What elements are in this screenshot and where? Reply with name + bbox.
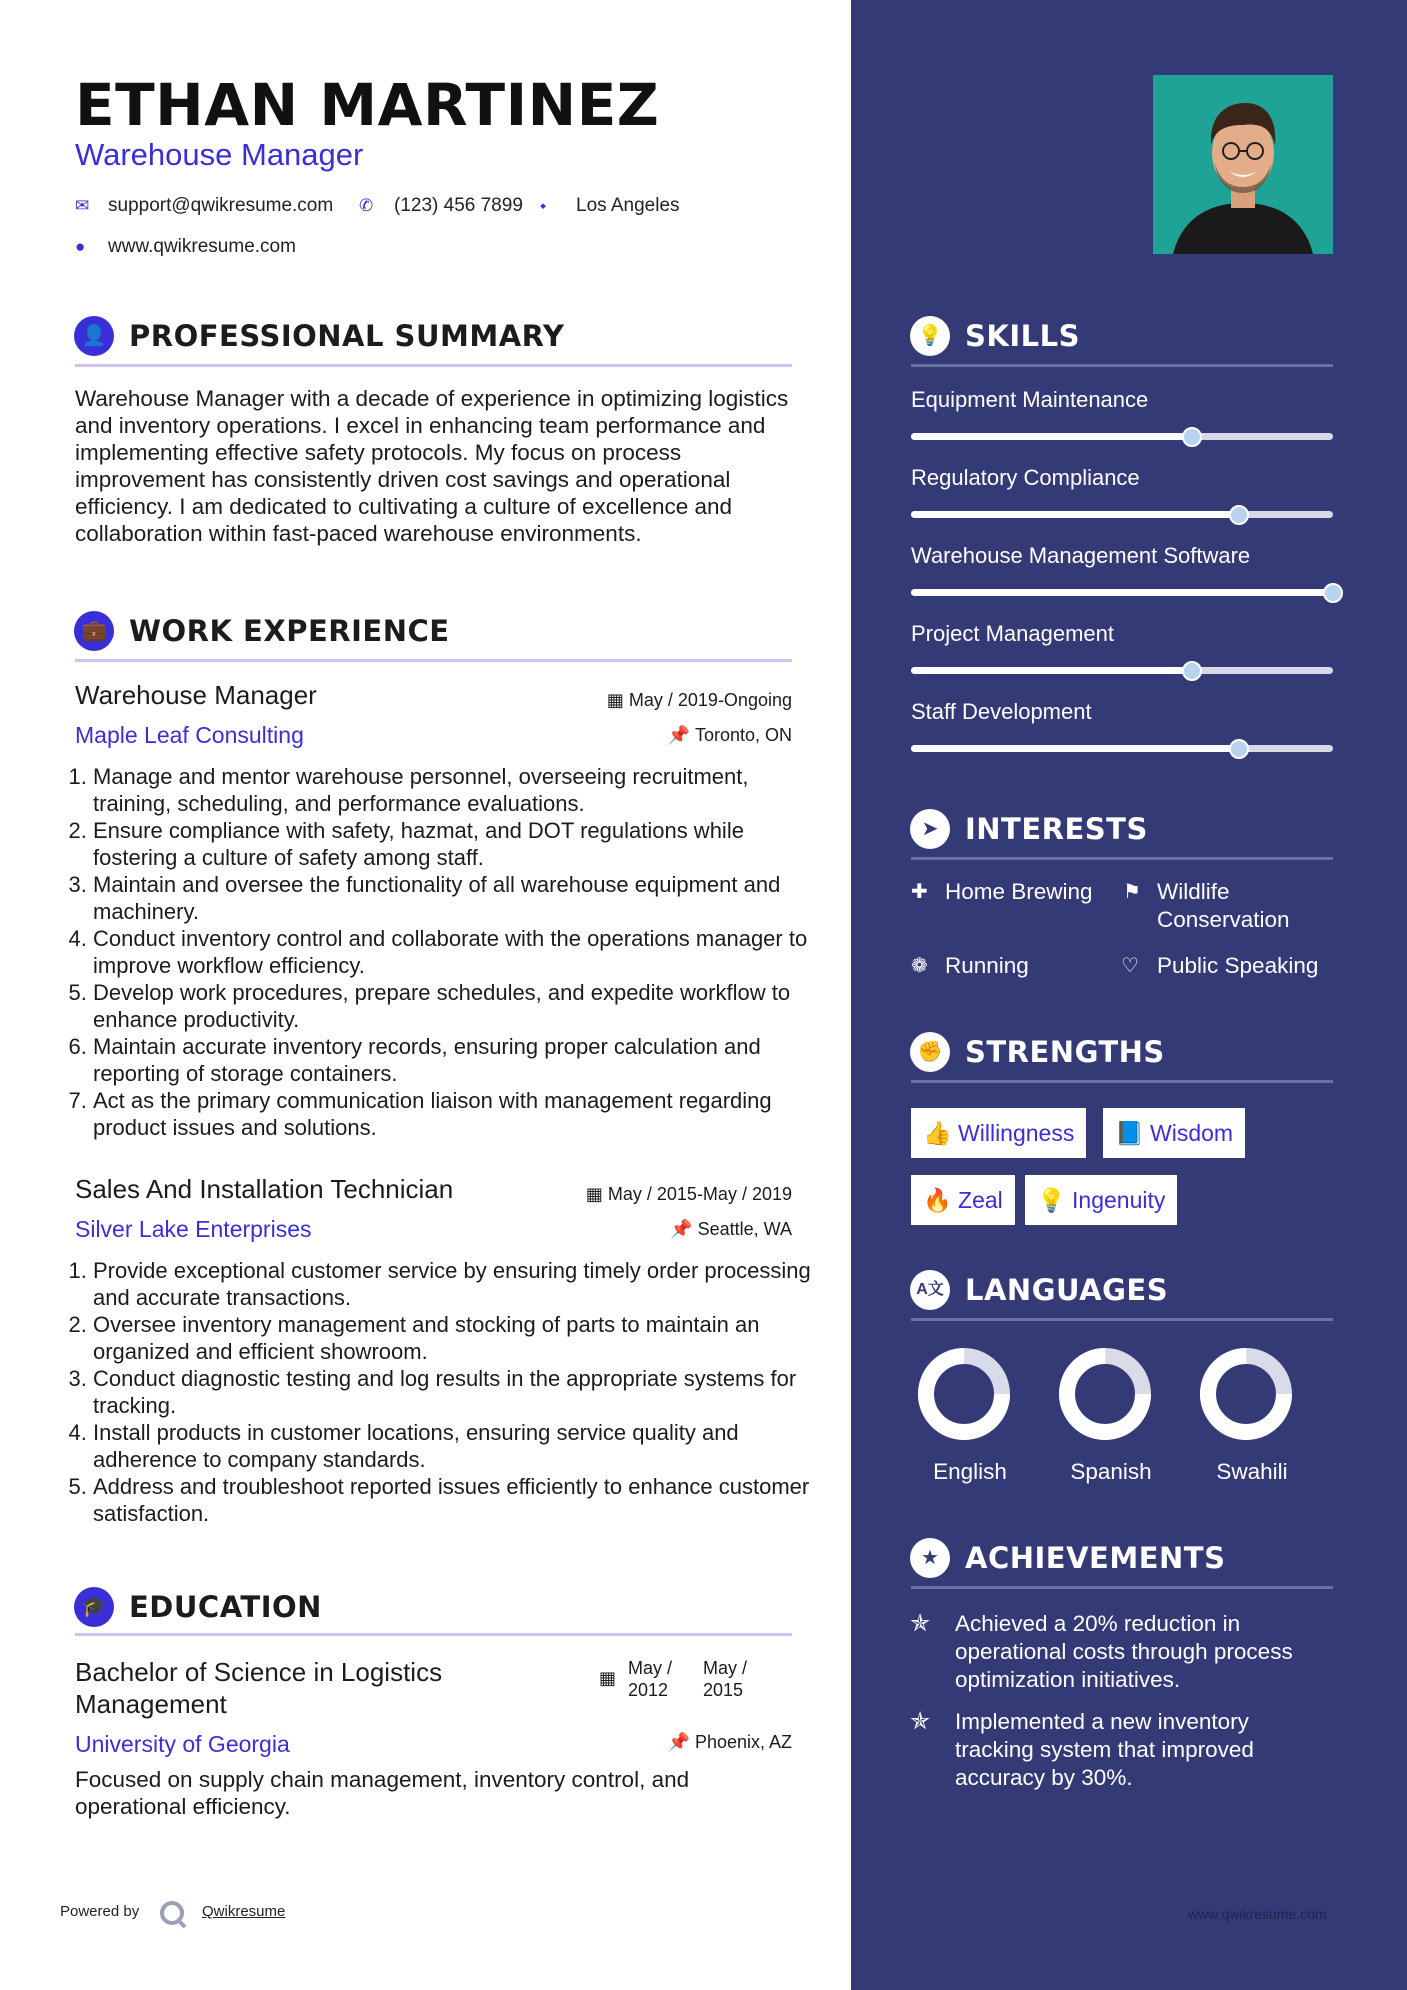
strengths-divider (911, 1080, 1333, 1083)
phone-icon: ✆ (359, 196, 374, 215)
location-text: Los Angeles (576, 195, 680, 216)
qwikresume-logo-icon (158, 1899, 188, 1929)
job-title: Sales And Installation Technician (75, 1174, 454, 1204)
education-divider (75, 1633, 792, 1636)
achievement-item: Implemented a new inventory tracking system that improved accuracy by 30%. (955, 1709, 1254, 1790)
envelope-icon: ✉ (75, 196, 90, 215)
strength-label: Wisdom (1150, 1120, 1234, 1146)
paw-icon: ❁ (911, 955, 928, 977)
language-name: English (933, 1459, 1007, 1484)
achievements-divider (911, 1586, 1333, 1589)
list-item: 1. Provide exceptional customer service by ensuring timely order processing and accurate transactions. (93, 1257, 813, 1311)
summary-divider (75, 364, 792, 367)
skill-knob (1182, 427, 1202, 447)
job-company: Maple Leaf Consulting (75, 722, 304, 748)
skill-name: Regulatory Compliance (911, 465, 1140, 490)
skill-bar (911, 745, 1333, 752)
skill-name: Equipment Maintenance (911, 387, 1149, 412)
paper-plane-icon: ➤ (910, 809, 950, 849)
language-name: Spanish (1070, 1459, 1152, 1484)
job-dates-text: May / 2019-Ongoing (628, 690, 792, 710)
edu-description: Focused on supply chain management, inventory control, and operational efficiency. (75, 1767, 690, 1819)
job-duties-list (75, 763, 813, 1141)
list-item: 5. Address and troubleshoot reported issues efficiently to enhance customer satisfaction. (93, 1473, 813, 1527)
brand-link[interactable]: Qwikresume (202, 1903, 286, 1920)
interest-item: Running (945, 953, 1029, 978)
job-location-text: Seattle, WA (697, 1219, 792, 1239)
fist-icon: ✊ (910, 1032, 950, 1072)
skill-bar-fill (911, 589, 1333, 596)
job-dates (570, 689, 792, 711)
book-icon: 📘 (1115, 1120, 1144, 1146)
list-item: 4. Install products in customer locations, ensuring service quality and adherence to company standards. (93, 1419, 813, 1473)
strength-badge (911, 1175, 1015, 1225)
profile-photo (1153, 75, 1333, 254)
thumbs-up-icon: 👍 (923, 1120, 952, 1146)
skill-knob (1323, 583, 1343, 603)
job-location (570, 724, 792, 746)
footer-site[interactable]: www.qwikresume.com (1188, 1906, 1327, 1922)
calendar-icon: ▦ (606, 690, 624, 710)
language-icon: A文 (910, 1270, 950, 1310)
skills-divider (911, 364, 1333, 367)
experience-heading: WORK EXPERIENCE (129, 614, 450, 648)
pin-icon: 📌 (667, 725, 691, 745)
summary-heading: PROFESSIONAL SUMMARY (129, 319, 565, 353)
email-link[interactable]: support@qwikresume.com (108, 195, 334, 216)
degree-title: Bachelor of Science in Logistics Management (75, 1657, 443, 1719)
list-item: 2. Oversee inventory management and stocking of parts to maintain an organized and efficient showroom. (93, 1311, 813, 1365)
skill-bar (911, 667, 1333, 674)
interest-item: Home Brewing (945, 879, 1093, 904)
skill-knob (1229, 739, 1249, 759)
experience-divider (75, 659, 792, 662)
skill-name: Project Management (911, 621, 1114, 646)
list-item: 7. Act as the primary communication liaison with management regarding product issues and solutions. (93, 1087, 813, 1141)
lightbulb-icon: 💡 (1037, 1187, 1066, 1213)
language-ring (1055, 1344, 1155, 1444)
skill-bar (911, 511, 1333, 518)
star-badge-icon: ★ (910, 1538, 950, 1578)
list-item: 1. Manage and mentor warehouse personnel, overseeing recruitment, training, scheduling, and performance evaluations. (93, 763, 813, 817)
strengths-heading: STRENGTHS (965, 1035, 1165, 1069)
job-dates (540, 1183, 792, 1205)
list-item: 4. Conduct inventory control and collaborate with the operations manager to improve workflow efficiency. (93, 925, 813, 979)
interests-heading: INTERESTS (965, 812, 1148, 846)
skill-bar-fill (911, 511, 1239, 518)
strength-badge (911, 1108, 1086, 1158)
list-item: 3. Conduct diagnostic testing and log results in the appropriate systems for tracking. (93, 1365, 813, 1419)
languages-divider (911, 1318, 1333, 1321)
skill-bar (911, 589, 1333, 596)
strength-label: Zeal (958, 1187, 1003, 1213)
school-name: University of Georgia (75, 1731, 290, 1757)
candidate-name: ETHAN MARTINEZ (75, 71, 660, 139)
skill-name: Staff Development (911, 699, 1092, 724)
fire-icon: 🔥 (923, 1187, 952, 1213)
job-title: Warehouse Manager (75, 680, 317, 710)
edu-end: May / 2015 (703, 1658, 748, 1700)
globe-icon: ● (75, 237, 86, 256)
achievement-item: Achieved a 20% reduction in operational costs through process optimization initiatives. (955, 1611, 1293, 1692)
skill-bar-fill (911, 745, 1239, 752)
website-link[interactable]: www.qwikresume.com (108, 236, 296, 257)
list-item: 5. Develop work procedures, prepare schedules, and expedite workflow to enhance productivity. (93, 979, 813, 1033)
user-circle-icon: 👤 (74, 316, 114, 356)
job-location-text: Toronto, ON (694, 725, 792, 745)
job-location (570, 1218, 792, 1240)
skill-knob (1229, 505, 1249, 525)
phone-text: (123) 456 7899 (394, 195, 523, 216)
skill-bar-fill (911, 667, 1192, 674)
calendar-icon: ▦ (599, 1668, 617, 1688)
interest-item: Public Speaking (1157, 953, 1319, 978)
skill-name: Warehouse Management Software (911, 543, 1251, 568)
list-item: 2. Ensure compliance with safety, hazmat, and DOT regulations while fostering a culture of safety among staff. (93, 817, 813, 871)
strength-label: Ingenuity (1072, 1187, 1166, 1213)
list-item: 3. Maintain and oversee the functionality of all warehouse equipment and machinery. (93, 871, 813, 925)
interests-divider (911, 857, 1333, 860)
strength-badge (1025, 1175, 1177, 1225)
job-company: Silver Lake Enterprises (75, 1216, 312, 1242)
skill-bar (911, 433, 1333, 440)
pin-icon: 📌 (667, 1732, 690, 1752)
summary-text: Warehouse Manager with a decade of experience in optimizing logistics and inventory operations. I excel in enhancing team performance and implementing effective safety protocols. My focus on process improvement has consistently driven cost savings and operational efficiency. I am dedicated to cultivating a culture of excellence and collaboration within fast-paced warehouse environments. (75, 386, 789, 546)
powered-by-text: Powered by (60, 1903, 140, 1920)
education-heading: EDUCATION (129, 1590, 322, 1624)
language-ring (1196, 1344, 1296, 1444)
skills-heading: SKILLS (965, 319, 1080, 353)
languages-heading: LANGUAGES (965, 1273, 1169, 1307)
star-icon: ✯ (910, 1610, 931, 1637)
pin-icon: 📌 (670, 1219, 693, 1239)
map-marker-icon: ⬩ (540, 196, 547, 215)
edu-location-text: Phoenix, AZ (694, 1732, 792, 1752)
calendar-icon: ▦ (585, 1184, 603, 1204)
list-item: 6. Maintain accurate inventory records, ensuring proper calculation and reporting of storage containers. (93, 1033, 813, 1087)
briefcase-icon: 💼 (74, 611, 114, 651)
language-ring (914, 1344, 1014, 1444)
strength-label: Willingness (958, 1120, 1075, 1146)
lightbulb-icon: 💡 (910, 316, 950, 356)
edu-start: May / 2012 (628, 1658, 673, 1700)
interest-item: Wildlife Conservation (1157, 879, 1290, 932)
graduation-cap-icon: 🎓 (74, 1587, 114, 1627)
candidate-title: Warehouse Manager (75, 137, 364, 172)
edu-location (570, 1731, 792, 1753)
strength-badge (1103, 1108, 1245, 1158)
star-icon: ✯ (910, 1708, 931, 1735)
skill-knob (1182, 661, 1202, 681)
puzzle-icon: ✚ (911, 881, 928, 903)
language-name: Swahili (1216, 1459, 1288, 1484)
skill-bar-fill (911, 433, 1192, 440)
heartbeat-icon: ♡ (1121, 955, 1139, 977)
job-dates-text: May / 2015-May / 2019 (607, 1184, 792, 1204)
achievements-heading: ACHIEVEMENTS (965, 1541, 1226, 1575)
job-duties-list (75, 1257, 813, 1527)
flag-icon: ⚑ (1123, 881, 1141, 903)
